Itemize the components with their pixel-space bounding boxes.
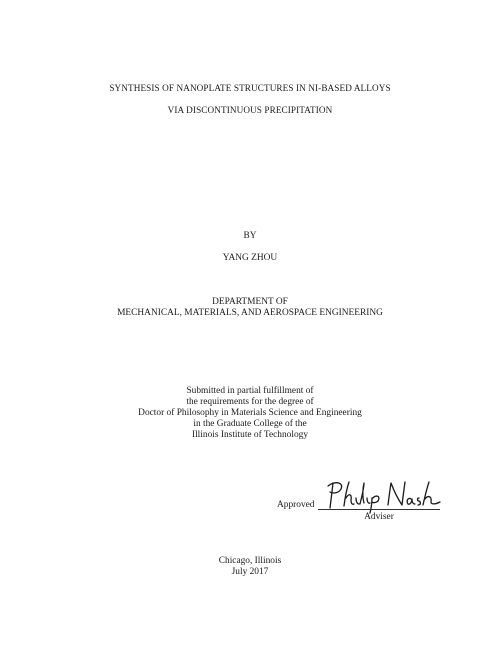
department-line-2: MECHANICAL, MATERIALS, AND AEROSPACE ENGINEERING [117, 308, 383, 318]
thesis-title-line-2: VIA DISCONTINUOUS PRECIPITATION [167, 105, 333, 115]
approved-label: Approved [277, 500, 315, 510]
author-name: YANG ZHOU [222, 253, 278, 263]
adviser-label: Adviser [364, 512, 394, 522]
submission-line-1: Submitted in partial fulfillment of [186, 386, 314, 396]
submission-line-3: Doctor of Philosophy in Materials Science and Engineering [138, 408, 362, 418]
department-line-1: DEPARTMENT OF [212, 297, 288, 307]
submission-line-5: Illinois Institute of Technology [191, 430, 309, 440]
signature-line [318, 509, 440, 510]
submission-date: July 2017 [231, 567, 269, 577]
submission-line-2: the requirements for the degree of [186, 397, 314, 407]
by-label: BY [243, 231, 257, 241]
location-city: Chicago, Illinois [218, 556, 282, 566]
submission-line-4: in the Graduate College of the [193, 419, 307, 429]
thesis-title-line-1: SYNTHESIS OF NANOPLATE STRUCTURES IN NI-BASED ALLOYS [109, 83, 391, 93]
